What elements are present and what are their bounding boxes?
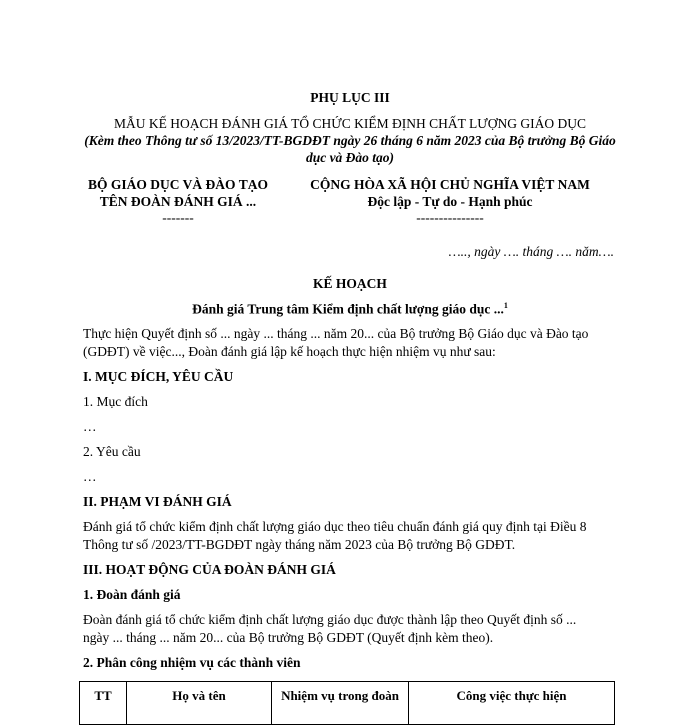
- section1-item2: 2. Yêu cầu: [83, 444, 141, 459]
- intro-line2: (GDĐT) về việc..., Đoàn đánh giá lập kế hoạch thực hiện nhiệm vụ như sau:: [83, 344, 496, 359]
- section1-item1: 1. Mục đích: [83, 394, 148, 409]
- appendix-note-line2: dục và Đào tạo): [305, 150, 395, 165]
- section2-line2: Thông tư số /2023/TT-BGDĐT ngày tháng năm 2023 của Bộ trưởng Bộ GDĐT.: [83, 537, 516, 552]
- table-header-cell: Nhiệm vụ trong đoàn: [272, 682, 409, 725]
- team-name: TÊN ĐOÀN ĐÁNH GIÁ ...: [99, 194, 257, 209]
- table-header-cell: Công việc thực hiện: [409, 682, 615, 725]
- appendix-subtitle: MẪU KẾ HOẠCH ĐÁNH GIÁ TỔ CHỨC KIỂM ĐỊNH CHẤT LƯỢNG GIÁO DỤC: [114, 116, 586, 131]
- section3-sub1: 1. Đoàn đánh giá: [83, 587, 181, 602]
- section3-sub1-line1: Đoàn đánh giá tổ chức kiểm định chất lượng giáo dục được thành lập theo Quyết định số ...: [83, 612, 577, 627]
- members-table: [79, 681, 615, 725]
- section1-ellipsis2: …: [83, 469, 97, 484]
- left-divider: -------: [162, 210, 194, 225]
- table-header-row: [80, 682, 615, 725]
- plan-subtitle: [0, 301, 700, 318]
- appendix-title: PHỤ LỤC III: [310, 90, 390, 105]
- plan-subtitle-text: Đánh giá Trung tâm Kiểm định chất lượng giáo dục ...: [192, 301, 504, 317]
- section3-heading: III. HOẠT ĐỘNG CỦA ĐOÀN ĐÁNH GIÁ: [83, 562, 336, 577]
- section2-heading: II. PHẠM VI ĐÁNH GIÁ: [83, 494, 232, 509]
- right-divider: ---------------: [416, 210, 484, 225]
- nation-name: CỘNG HÒA XÃ HỘI CHỦ NGHĨA VIỆT NAM: [310, 177, 590, 192]
- date-line: ….., ngày …. tháng …. năm….: [448, 244, 614, 259]
- section3-sub2: 2. Phân công nhiệm vụ các thành viên: [83, 655, 301, 670]
- footnote-mark: 1: [503, 301, 508, 310]
- section1-heading: I. MỤC ĐÍCH, YÊU CẦU: [83, 369, 234, 384]
- plan-title: KẾ HOẠCH: [313, 276, 387, 291]
- section1-ellipsis1: …: [83, 419, 97, 434]
- table-header-cell: Họ và tên: [127, 682, 272, 725]
- nation-motto: Độc lập - Tự do - Hạnh phúc: [367, 194, 533, 209]
- section2-line1: Đánh giá tổ chức kiểm định chất lượng giáo dục theo tiêu chuẩn đánh giá quy định tại Điều 8: [83, 519, 587, 534]
- section3-sub1-line2: ngày ... tháng ... năm 20... của Bộ trưởng Bộ GDĐT (Quyết định kèm theo).: [83, 630, 494, 645]
- table-header-cell: TT: [80, 682, 127, 725]
- appendix-note-line1: (Kèm theo Thông tư số 13/2023/TT-BGDĐT ngày 26 tháng 6 năm 2023 của Bộ trưởng Bộ Giáo: [84, 133, 616, 148]
- ministry-name: BỘ GIÁO DỤC VÀ ĐÀO TẠO: [88, 177, 268, 192]
- intro-line1: Thực hiện Quyết định số ... ngày ... tháng ... năm 20... của Bộ trưởng Bộ Giáo dục và Đào tạo: [83, 326, 589, 341]
